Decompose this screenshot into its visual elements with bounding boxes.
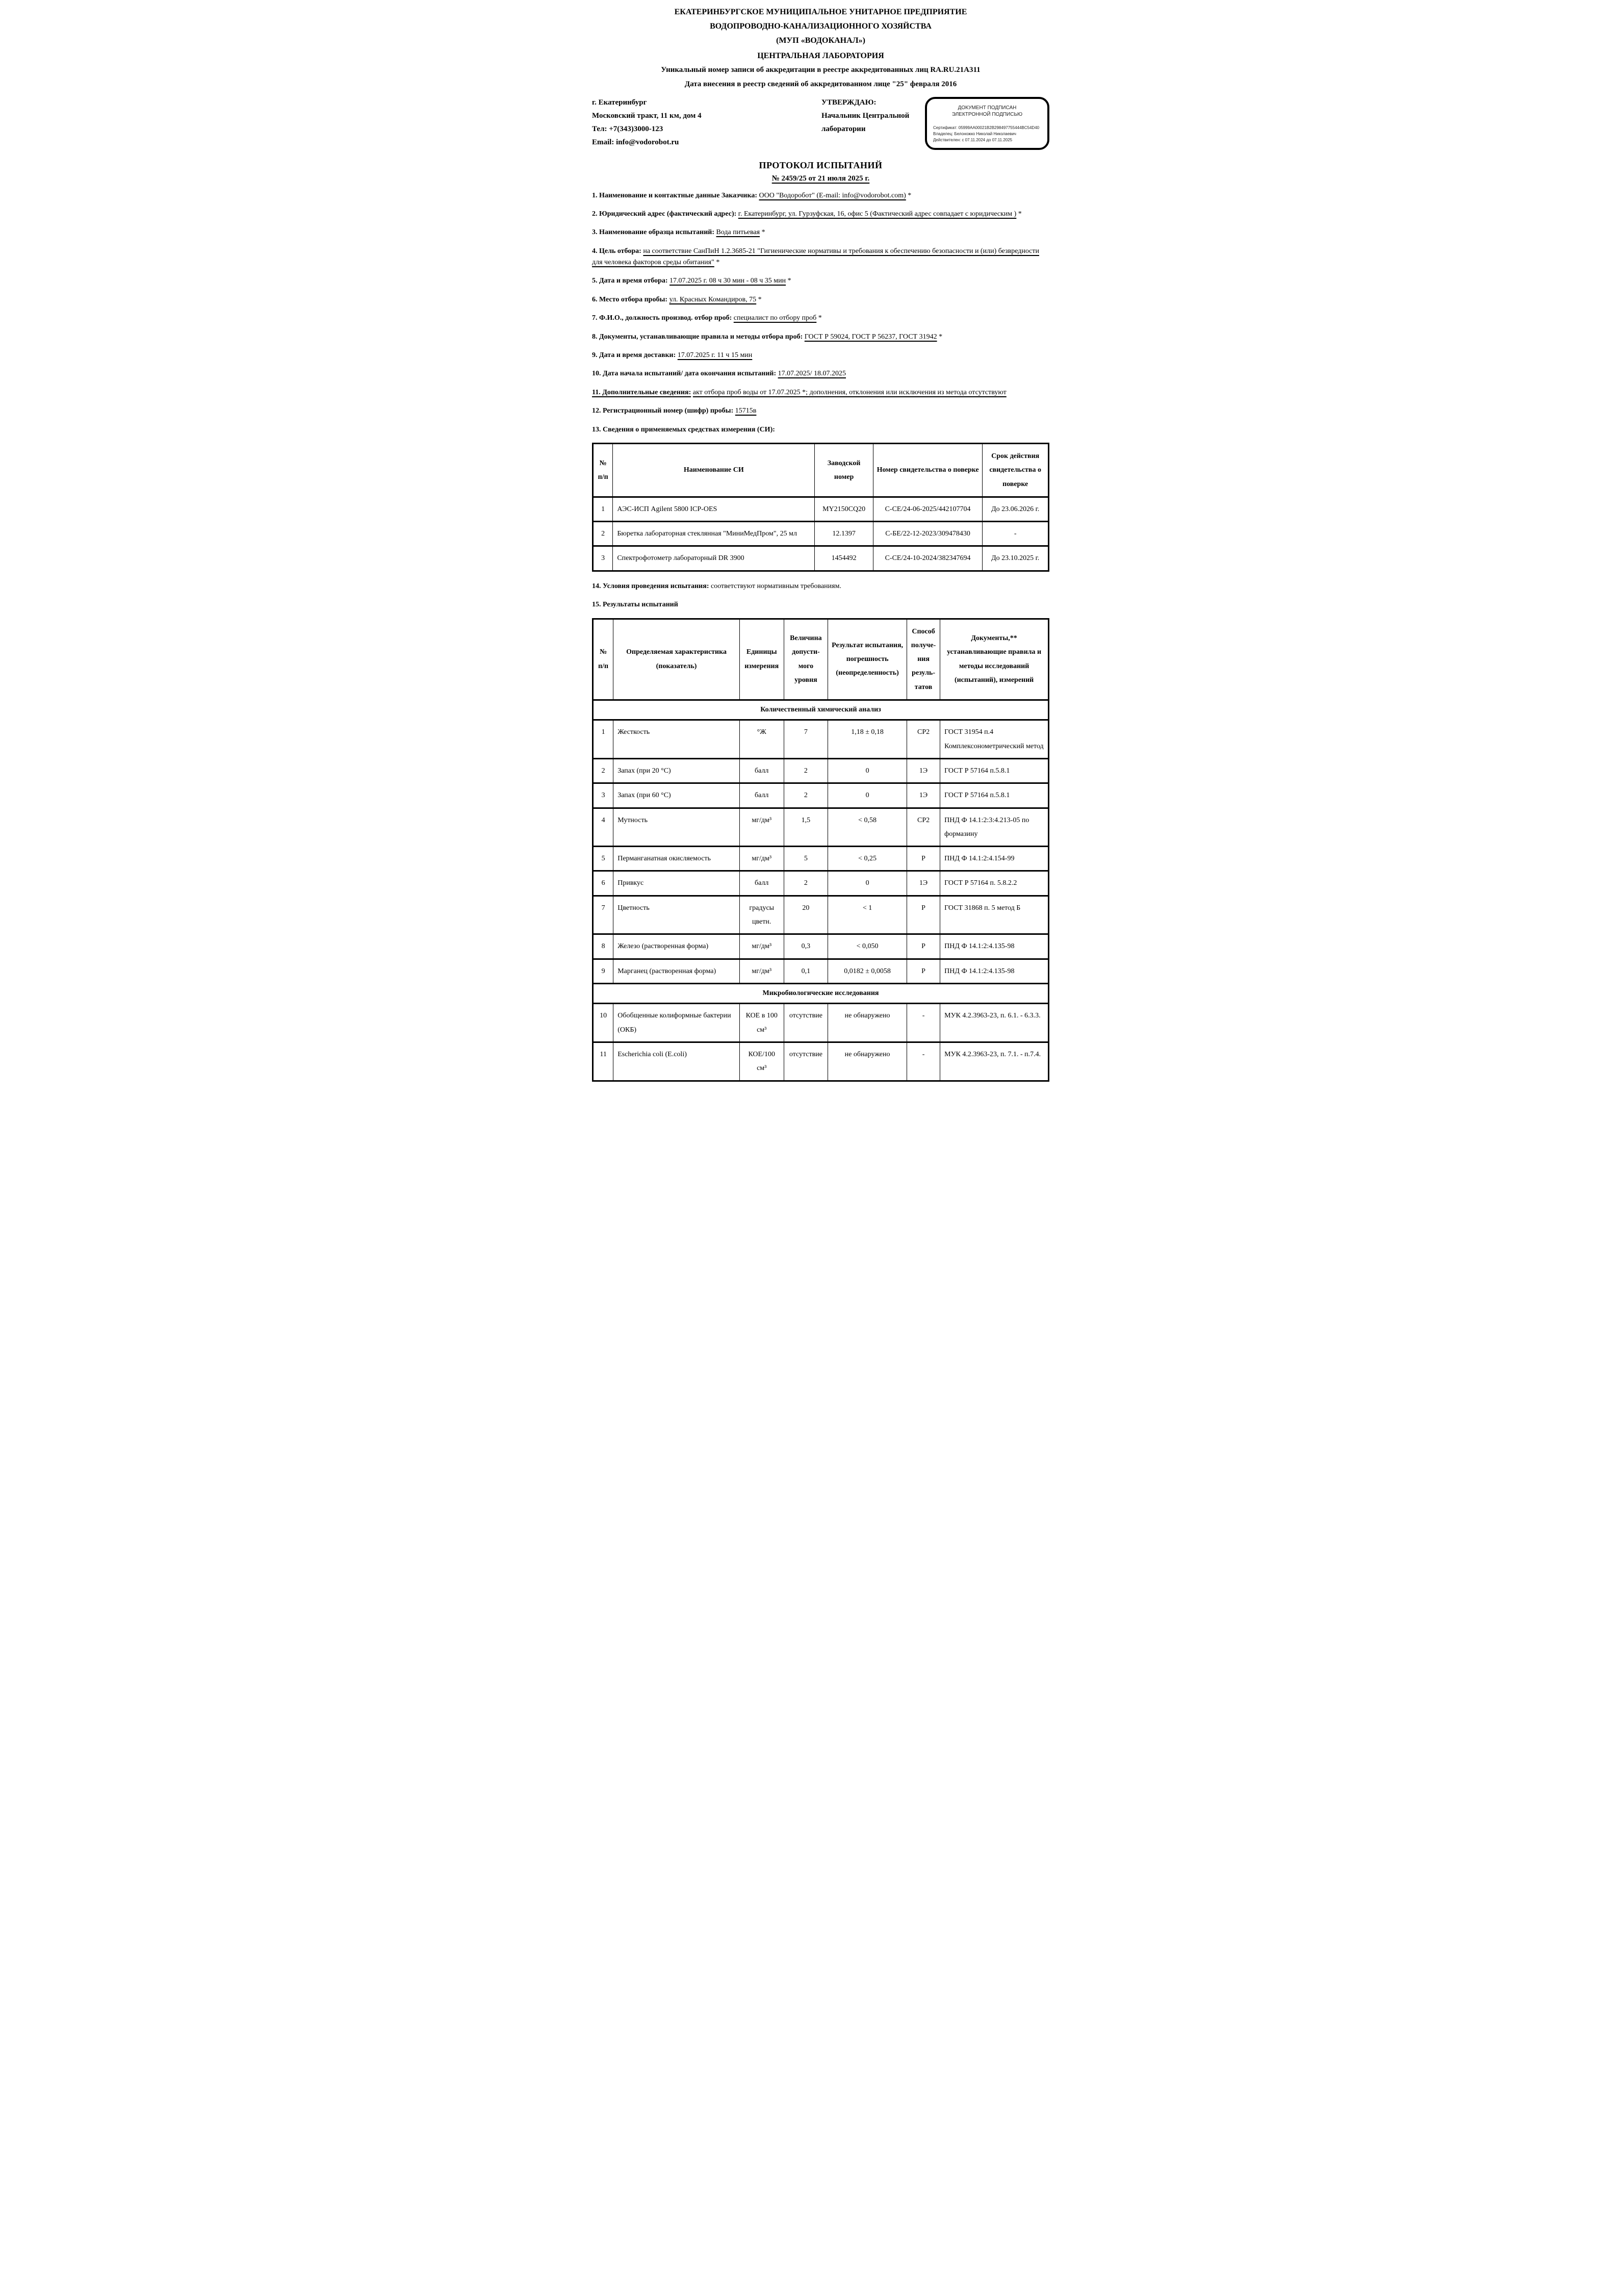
table-header-cell: Номер свидетельства о поверке	[873, 443, 983, 497]
table-row	[593, 934, 1049, 959]
table-header-cell: Срок действия свидетельства о поверке	[983, 443, 1049, 497]
org-name-line3: (МУП «ВОДОКАНАЛ»)	[776, 36, 865, 45]
item-10	[592, 368, 1049, 379]
section-row	[593, 700, 1049, 720]
table-cell: 5	[593, 847, 613, 871]
table-cell: градусы цветн.	[739, 896, 784, 934]
approval-position-line1: Начальник Центральной	[821, 111, 910, 120]
table-cell: 2	[593, 759, 613, 783]
item-9-label: 9. Дата и время доставки:	[592, 351, 676, 360]
table-cell: < 0,58	[828, 808, 907, 847]
item-6	[592, 294, 1049, 305]
item-7-star: *	[818, 314, 822, 322]
table-header-cell: Величина допусти-мого уровня	[784, 619, 828, 700]
table-header-cell: № п/п	[593, 443, 613, 497]
table-cell: балл	[739, 759, 784, 783]
item-4-label: 4. Цель отбора:	[592, 247, 641, 255]
si-header-row	[593, 443, 1049, 497]
table-row	[593, 546, 1049, 571]
item-3	[592, 227, 1049, 238]
item-1-label: 1. Наименование и контактные данные Заказчика:	[592, 191, 757, 199]
table-cell: Привкус	[613, 871, 740, 896]
table-cell: 1,18 ± 0,18	[828, 720, 907, 759]
table-cell: 1454492	[815, 546, 873, 571]
table-cell: СР2	[907, 720, 940, 759]
table-header-cell: Определяемая характеристика (показатель)	[613, 619, 740, 700]
contact-email: Email: info@vodorobot.ru	[592, 138, 679, 147]
section-chem-title: Количественный химический анализ	[593, 700, 1049, 720]
table-cell: не обнаружено	[828, 1042, 907, 1081]
item-3-star: *	[761, 228, 765, 237]
table-cell: 6	[593, 871, 613, 896]
table-cell: ПНД Ф 14.1:2:3:4.213-05 по формазину	[940, 808, 1049, 847]
digital-signature-stamp	[925, 97, 1049, 150]
approval-position-line2: лаборатории	[821, 125, 866, 133]
item-14-label: 14. Условия проведения испытания:	[592, 582, 709, 590]
table-cell: 20	[784, 896, 828, 934]
table-cell: 0,3	[784, 934, 828, 959]
stamp-details	[933, 125, 1041, 143]
table-cell: 2	[784, 759, 828, 783]
section-micro-title: Микробиологические исследования	[593, 983, 1049, 1003]
item-13-label: 13. Сведения о применяемых средствах измерения (СИ):	[592, 425, 775, 433]
table-cell: До 23.06.2026 г.	[983, 497, 1049, 521]
table-row	[593, 871, 1049, 896]
table-cell: 5	[784, 847, 828, 871]
table-cell: 0	[828, 871, 907, 896]
table-cell: СР2	[907, 808, 940, 847]
table-cell: МУК 4.2.3963-23, п. 6.1. - 6.3.3.	[940, 1004, 1049, 1042]
table-cell: АЭС-ИСП Agilent 5800 ICP-OES	[613, 497, 815, 521]
table-row	[593, 808, 1049, 847]
item-10-value: 17.07.2025/ 18.07.2025	[778, 370, 846, 378]
lab-contacts-block	[592, 96, 821, 150]
table-cell: КОЕ в 100 см³	[739, 1004, 784, 1042]
item-8-star: *	[939, 333, 943, 341]
table-cell: МУК 4.2.3963-23, п. 7.1. - п.7.4.	[940, 1042, 1049, 1081]
table-cell: < 0,050	[828, 934, 907, 959]
table-cell: балл	[739, 871, 784, 896]
document-header	[592, 5, 1049, 92]
item-5-label: 5. Дата и время отбора:	[592, 277, 668, 285]
table-cell: КОЕ/100 см³	[739, 1042, 784, 1081]
item-15-label: 15. Результаты испытаний	[592, 601, 678, 609]
stamp-certificate: Сертификат: 05999AA00021B2B298497755444BC54D40	[933, 125, 1040, 130]
table-cell: ГОСТ Р 57164 п. 5.8.2.2	[940, 871, 1049, 896]
results-table	[592, 618, 1049, 1082]
table-cell: -	[907, 1004, 940, 1042]
table-cell: 0,1	[784, 959, 828, 983]
stamp-title-line2: ЭЛЕКТРОННОЙ ПОДПИСЬЮ	[951, 112, 1023, 117]
table-cell: 9	[593, 959, 613, 983]
table-cell: ПНД Ф 14.1:2:4.135-98	[940, 934, 1049, 959]
table-cell: С-БЕ/22-12-2023/309478430	[873, 522, 983, 546]
table-row	[593, 1004, 1049, 1042]
approval-word: УТВЕРЖДАЮ:	[821, 98, 877, 107]
table-cell: ГОСТ Р 57164 п.5.8.1	[940, 783, 1049, 808]
item-3-value: Вода питьевая	[716, 228, 760, 237]
table-cell: 0	[828, 759, 907, 783]
table-cell: Р	[907, 934, 940, 959]
protocol-title: ПРОТОКОЛ ИСПЫТАНИЙ	[759, 160, 883, 170]
registry-date-line: Дата внесения в реестр сведений об аккредитованном лице "25" февраля 2016	[684, 80, 957, 88]
item-7-label: 7. Ф.И.О., должность производ. отбор проб:	[592, 314, 732, 322]
table-cell: -	[983, 522, 1049, 546]
item-13	[592, 424, 1049, 436]
item-1-star: *	[908, 191, 912, 199]
table-header-cell: № п/п	[593, 619, 613, 700]
table-cell: С-СЕ/24-06-2025/442107704	[873, 497, 983, 521]
table-row	[593, 522, 1049, 546]
table-cell: 0	[828, 783, 907, 808]
table-cell: 1,5	[784, 808, 828, 847]
table-cell: 7	[784, 720, 828, 759]
item-4-value: на соответствие СанПиН 1.2.3685-21 "Гигиенические нормативы и требования к обеспечению безопасности и (или) безвредности для человека факторов среды обитания"	[592, 247, 1040, 267]
table-cell: 12.1397	[815, 522, 873, 546]
item-9	[592, 350, 1049, 361]
table-cell: Цветность	[613, 896, 740, 934]
item-2-star: *	[1018, 210, 1022, 218]
item-10-label: 10. Дата начала испытаний/ дата окончания испытаний:	[592, 370, 777, 378]
table-row	[593, 896, 1049, 934]
table-cell: Р	[907, 959, 940, 983]
table-cell: Перманганатная окисляемость	[613, 847, 740, 871]
table-cell: ГОСТ 31954 п.4 Комплексонометрический метод	[940, 720, 1049, 759]
table-cell: Жесткость	[613, 720, 740, 759]
item-6-value: ул. Красных Командиров, 75	[669, 295, 757, 303]
table-header-cell: Заводской номер	[815, 443, 873, 497]
item-9-value: 17.07.2025 г. 11 ч 15 мин	[677, 351, 753, 360]
protocol-title-block	[592, 160, 1049, 183]
table-cell: Запах (при 20 °С)	[613, 759, 740, 783]
table-cell: Мутность	[613, 808, 740, 847]
protocol-number-line	[592, 174, 1049, 183]
table-cell: 1Э	[907, 759, 940, 783]
table-cell: 1Э	[907, 783, 940, 808]
item-2-label: 2. Юридический адрес (фактический адрес):	[592, 210, 737, 218]
table-cell: 3	[593, 783, 613, 808]
item-5-star: *	[787, 277, 791, 285]
table-cell: мг/дм³	[739, 959, 784, 983]
table-cell: До 23.10.2025 г.	[983, 546, 1049, 571]
table-cell: 1	[593, 497, 613, 521]
item-6-label: 6. Место отбора пробы:	[592, 295, 668, 303]
table-cell: Бюретка лабораторная стеклянная "МиниМедПром", 25 мл	[613, 522, 815, 546]
table-row	[593, 1042, 1049, 1081]
table-header-cell: Единицы измерения	[739, 619, 784, 700]
item-3-label: 3. Наименование образца испытаний:	[592, 228, 714, 237]
item-12-value: 15715в	[735, 407, 757, 415]
table-cell: 10	[593, 1004, 613, 1042]
table-row	[593, 497, 1049, 521]
table-cell: 8	[593, 934, 613, 959]
table-cell: отсутствие	[784, 1004, 828, 1042]
item-14	[592, 581, 1049, 592]
item-5-value: 17.07.2025 г. 08 ч 30 мин - 08 ч 35 мин	[669, 277, 786, 285]
table-cell: Железо (растворенная форма)	[613, 934, 740, 959]
item-8-label: 8. Документы, устанавливающие правила и методы отбора проб:	[592, 333, 803, 341]
item-6-star: *	[758, 295, 762, 303]
table-row	[593, 959, 1049, 983]
table-row	[593, 783, 1049, 808]
item-7-value: специалист по отбору проб	[733, 314, 817, 322]
table-header-cell: Способ получе-ния резуль-татов	[907, 619, 940, 700]
stamp-validity: Действителен: с 07.11.2024 до 07.11.2025	[933, 137, 1013, 142]
section-row	[593, 983, 1049, 1003]
table-cell: С-СЕ/24-10-2024/382347694	[873, 546, 983, 571]
item-11-label: 11. Дополнительные сведения:	[592, 388, 691, 396]
table-cell: отсутствие	[784, 1042, 828, 1081]
table-cell: Р	[907, 896, 940, 934]
item-1	[592, 190, 1049, 201]
contact-address: Московский тракт, 11 км, дом 4	[592, 111, 702, 120]
table-cell: < 0,25	[828, 847, 907, 871]
table-cell: 2	[784, 871, 828, 896]
table-cell: -	[907, 1042, 940, 1081]
table-cell: < 1	[828, 896, 907, 934]
table-cell: MY2150CQ20	[815, 497, 873, 521]
item-8-value: ГОСТ Р 59024, ГОСТ Р 56237, ГОСТ 31942	[804, 333, 937, 341]
table-header-cell: Документы,** устанавливающие правила и методы исследований (испытаний), измерений	[940, 619, 1049, 700]
table-cell: ГОСТ 31868 п. 5 метод Б	[940, 896, 1049, 934]
table-cell: °Ж	[739, 720, 784, 759]
table-cell: 0,0182 ± 0,0058	[828, 959, 907, 983]
protocol-number: № 2459/25 от 21 июля 2025 г.	[771, 174, 870, 183]
stamp-owner: Владелец: Белоножко Николай Николаевич	[933, 131, 1016, 136]
table-cell: 2	[784, 783, 828, 808]
table-cell: Обобщенные колиформные бактерии (ОКБ)	[613, 1004, 740, 1042]
item-5	[592, 275, 1049, 287]
results-header-row	[593, 619, 1049, 700]
table-header-cell: Наименование СИ	[613, 443, 815, 497]
table-cell: 11	[593, 1042, 613, 1081]
org-name-line1: ЕКАТЕРИНБУРГСКОЕ МУНИЦИПАЛЬНОЕ УНИТАРНОЕ ПРЕДПРИЯТИЕ	[674, 8, 967, 16]
contact-city: г. Екатеринбург	[592, 98, 647, 107]
table-cell: 4	[593, 808, 613, 847]
lab-name: ЦЕНТРАЛЬНАЯ ЛАБОРАТОРИЯ	[757, 52, 884, 60]
stamp-title-line1: ДОКУМЕНТ ПОДПИСАН	[958, 105, 1017, 111]
table-cell: Марганец (растворенная форма)	[613, 959, 740, 983]
item-15	[592, 599, 1049, 610]
approval-block	[821, 96, 921, 150]
table-cell: мг/дм³	[739, 934, 784, 959]
item-11-value: акт отбора проб воды от 17.07.2025 *; дополнения, отклонения или исключения из метода отсутствуют	[692, 388, 1007, 396]
item-2	[592, 209, 1049, 220]
table-cell: Р	[907, 847, 940, 871]
item-2-value: г. Екатеринбург, ул. Гурзуфская, 16, офис 5 (Фактический адрес совпадает с юридическим )	[738, 210, 1017, 218]
item-8	[592, 331, 1049, 343]
item-4-star: *	[716, 259, 720, 267]
item-11	[592, 387, 1049, 398]
table-cell: Запах (при 60 °С)	[613, 783, 740, 808]
table-cell: Спектрофотометр лабораторный DR 3900	[613, 546, 815, 571]
accreditation-number-line: Уникальный номер записи об аккредитации в реестре аккредитованных лиц RA.RU.21A311	[661, 66, 981, 74]
table-row	[593, 847, 1049, 871]
table-cell: ПНД Ф 14.1:2:4.154-99	[940, 847, 1049, 871]
item-7	[592, 313, 1049, 324]
contact-phone: Тел: +7(343)3000-123	[592, 125, 663, 133]
item-12	[592, 405, 1049, 417]
table-cell: ПНД Ф 14.1:2:4.135-98	[940, 959, 1049, 983]
si-table	[592, 443, 1049, 572]
table-cell: 2	[593, 522, 613, 546]
org-name-line2: ВОДОПРОВОДНО-КАНАЛИЗАЦИОННОГО ХОЗЯЙСТВА	[710, 22, 932, 31]
table-cell: 3	[593, 546, 613, 571]
item-1-value: ООО "Водоробот" (E-mail: info@vodorobot.com)	[759, 191, 906, 199]
table-row	[593, 759, 1049, 783]
item-12-label: 12. Регистрационный номер (шифр) пробы:	[592, 407, 734, 415]
protocol-document	[541, 0, 1082, 1119]
table-header-cell: Результат испытания, погрешность (неопределенность)	[828, 619, 907, 700]
table-cell: ГОСТ Р 57164 п.5.8.1	[940, 759, 1049, 783]
table-cell: Escherichia coli (E.coli)	[613, 1042, 740, 1081]
item-4	[592, 246, 1049, 269]
table-cell: мг/дм³	[739, 847, 784, 871]
table-cell: 1	[593, 720, 613, 759]
item-14-value: соответствуют нормативным требованиям.	[710, 582, 841, 590]
table-cell: 7	[593, 896, 613, 934]
table-cell: не обнаружено	[828, 1004, 907, 1042]
table-cell: мг/дм³	[739, 808, 784, 847]
table-cell: балл	[739, 783, 784, 808]
info-row	[592, 96, 1049, 150]
table-row	[593, 720, 1049, 759]
stamp-title	[933, 105, 1041, 118]
table-cell: 1Э	[907, 871, 940, 896]
